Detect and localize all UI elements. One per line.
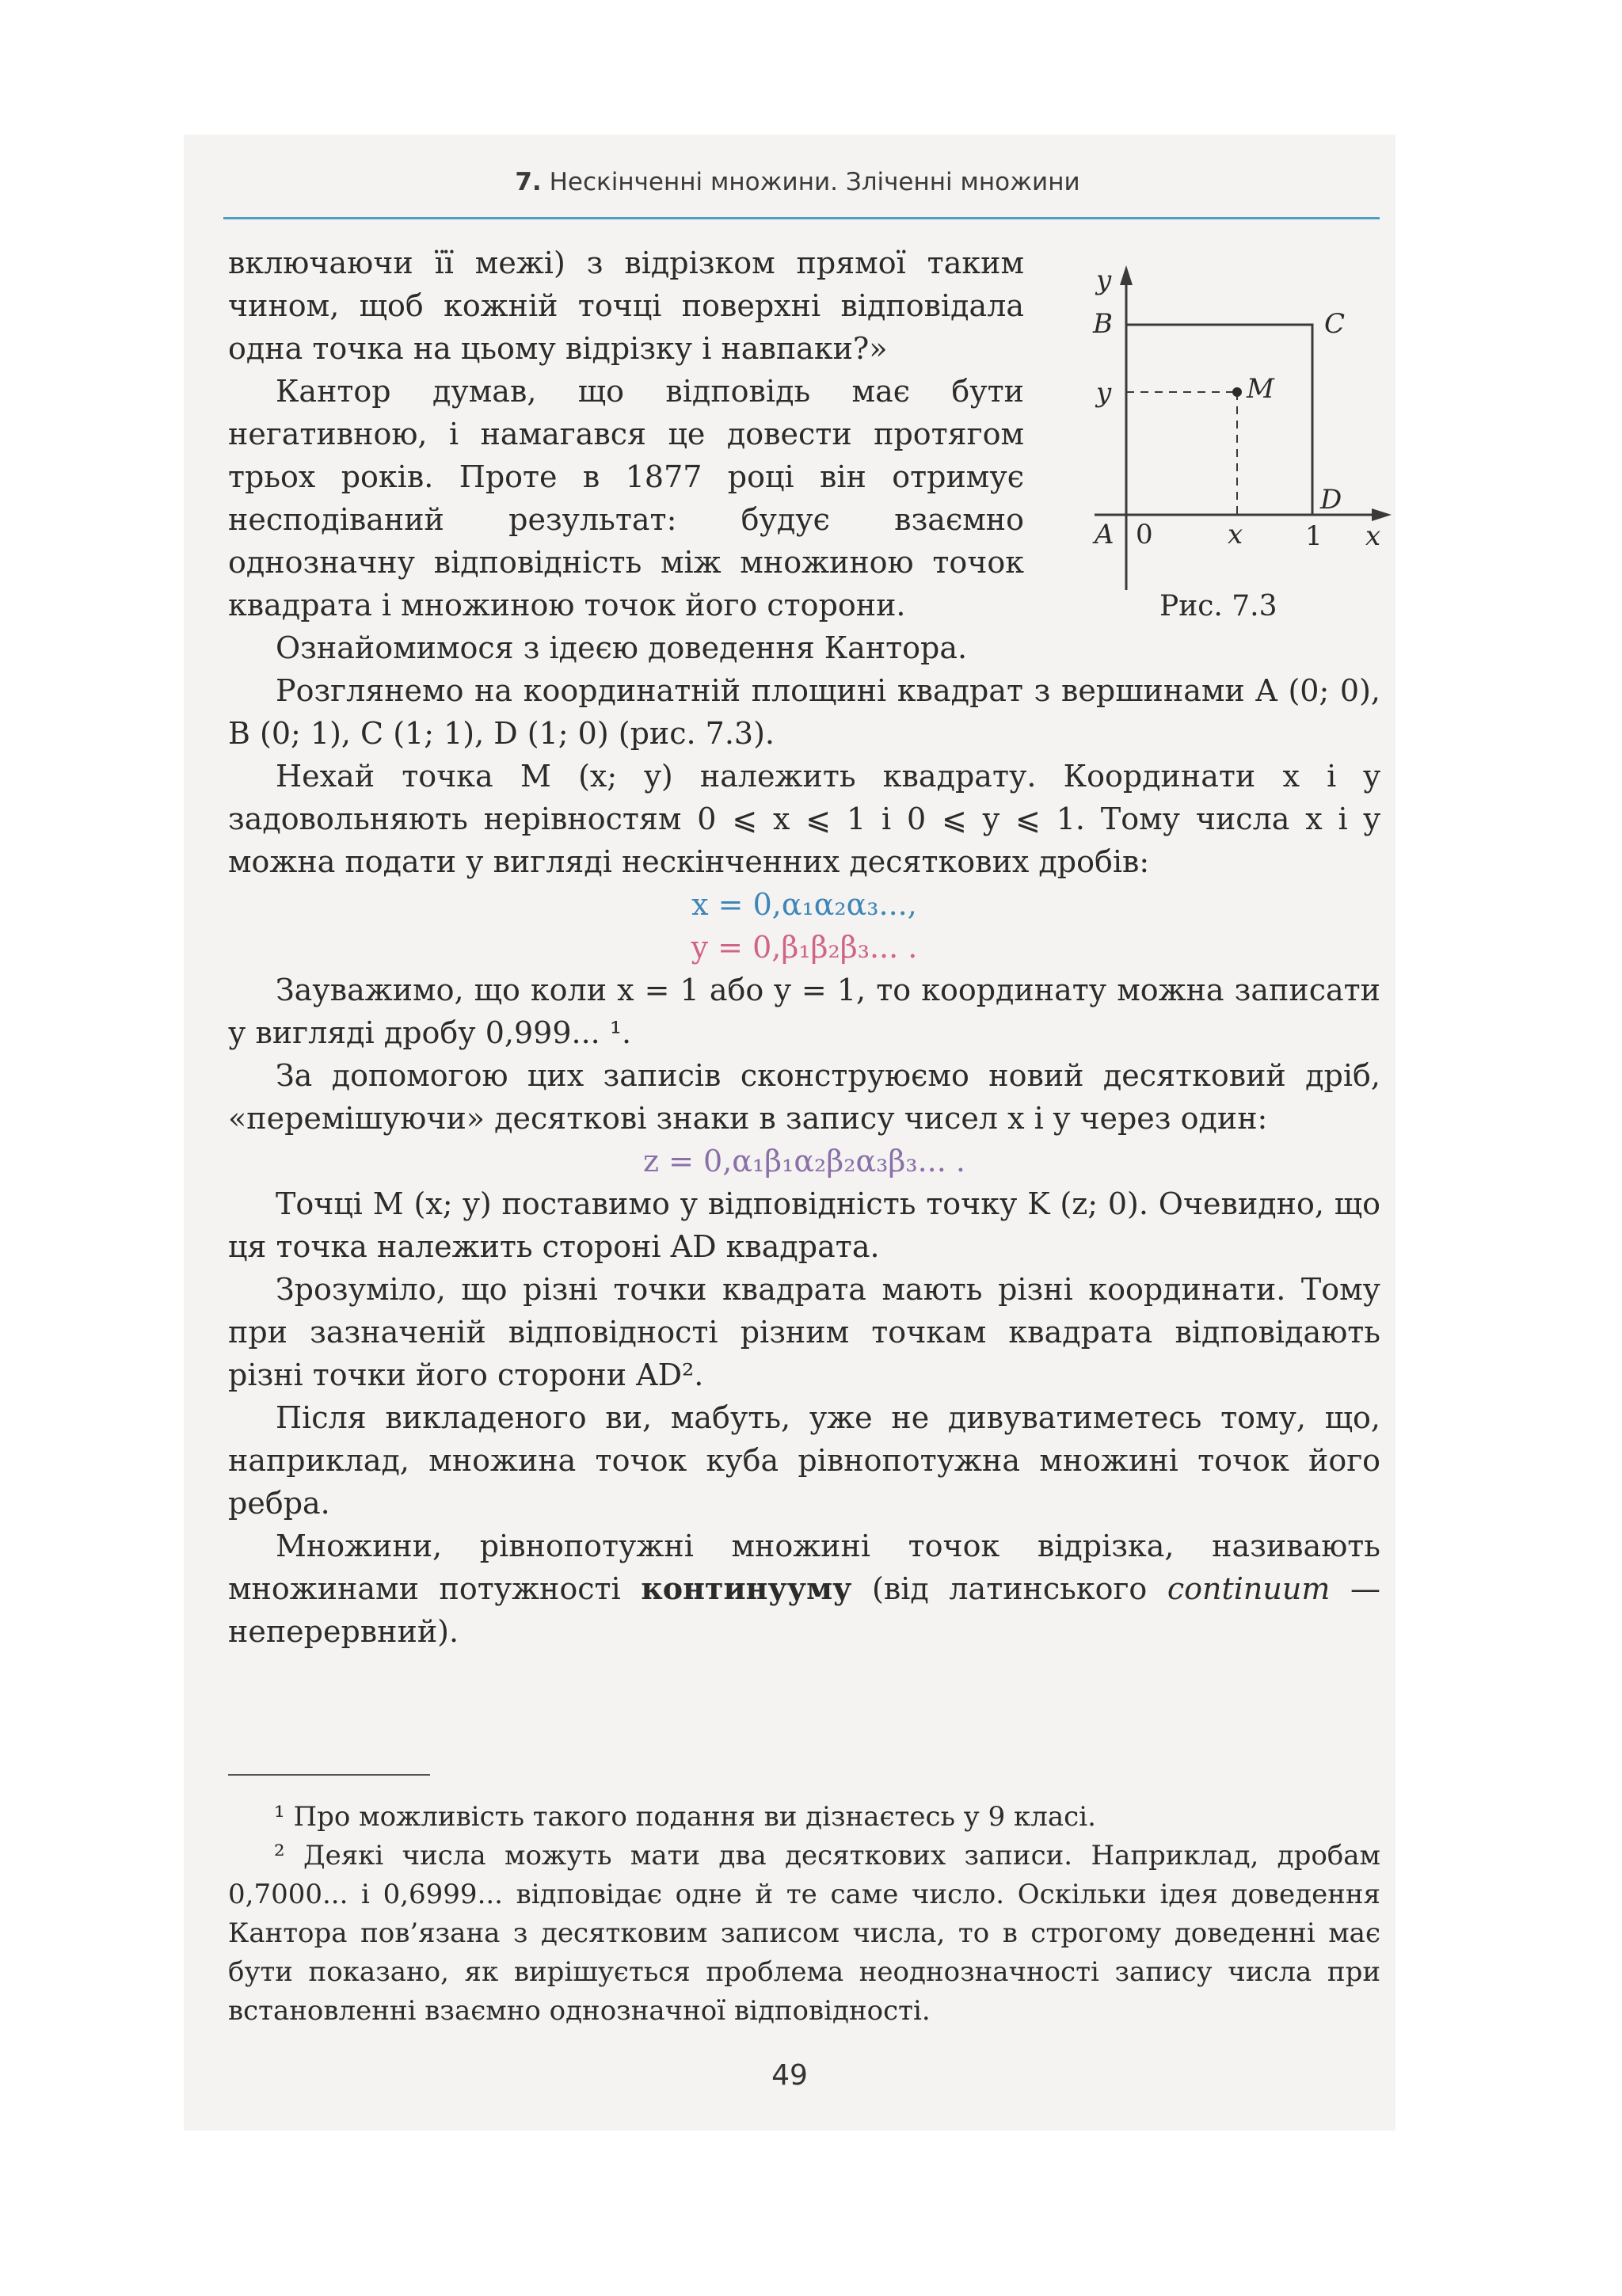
formula-x: x = 0,α₁α₂α₃..., bbox=[691, 887, 917, 922]
paragraph-idea: Ознайомимося з ідеєю доведення Кантора. bbox=[276, 630, 968, 665]
paragraph-point-k: Точці M (x; y) поставимо у відповідність точку K (z; 0). Очевидно, що ця точка належить стороні AD квадрата. bbox=[228, 1186, 1380, 1264]
header-rule bbox=[223, 217, 1380, 219]
chapter-title: Нескінченні множини. Зліченні множини bbox=[549, 168, 1080, 196]
paragraph-square: Розглянемо на координатній площині квадрат з вершинами A (0; 0), B (0; 1), C (1; 1), D (1; 0) (рис. 7.3). bbox=[228, 673, 1380, 751]
formula-y: y = 0,β₁β₂β₃... . bbox=[691, 930, 918, 965]
continuum-text-b: (від латинського bbox=[851, 1571, 1167, 1606]
paragraph-remark: Зауважимо, що коли x = 1 або y = 1, то координату можна записати у вигляді дробу 0,999... ¹. bbox=[228, 973, 1380, 1050]
one-label: 1 bbox=[1305, 520, 1323, 552]
footnotes bbox=[228, 1798, 1380, 2031]
paragraph-continuum bbox=[228, 1525, 1380, 1653]
paragraph-continuation: включаючи її межі) з відрізком прямої таким чином, щоб кожній точці поверхні відповідала одна точка на цьому відрізку і навпаки?» bbox=[228, 246, 1024, 366]
y-axis-arrow bbox=[1120, 265, 1133, 285]
continuum-text-c: — неперервний). bbox=[228, 1571, 1380, 1649]
label-b: B bbox=[1093, 308, 1113, 340]
x-tick-label: x bbox=[1228, 519, 1243, 550]
label-c: C bbox=[1324, 308, 1346, 340]
paragraph-cantor-thought: Кантор думав, що відповідь має бути негативною, і намагався це довести протягом трьох років. Проте в 1877 році він отримує несподіваний результат: будує взаємно однозначну відповідність між множиною точок квадрата і множиною точок його сторони. bbox=[228, 374, 1024, 623]
y-axis-label: y bbox=[1096, 265, 1112, 296]
figure-7-3 bbox=[1039, 246, 1395, 642]
paragraph-point-m: Нехай точка M (x; y) належить квадрату. Координати x і y задовольняють нерівностям 0 ⩽ x ⩽ 1 і 0 ⩽ y ⩽ 1. Тому числа x і y можна подати у вигляді нескінченних десяткових дробів: bbox=[228, 759, 1380, 879]
x-axis-arrow bbox=[1372, 508, 1392, 521]
footnote-2: ² Деякі числа можуть мати два десяткових записи. Наприклад, дробам 0,7000... і 0,6999... відповідає одне й те саме число. Оскільки ідея доведення Кантора пов’язана з десятковим записом числа, то в строгому доведенні має бути показано, як вирішується проблема неоднозначності запису числа при встановленні взаємно однозначної відповідності. bbox=[228, 1840, 1380, 2027]
x-axis-label: x bbox=[1365, 520, 1381, 552]
textbook-page bbox=[184, 135, 1395, 2130]
page-number: 49 bbox=[771, 2059, 808, 2092]
main-text bbox=[228, 669, 1380, 1653]
intro-block bbox=[228, 242, 1024, 669]
chapter-number: 7. bbox=[515, 168, 542, 196]
label-d: D bbox=[1320, 484, 1342, 516]
paragraph-distinct: Зрозуміло, що різні точки квадрата мають різні координати. Тому при зазначеній відповідності різним точкам квадрата відповідають різні точки його сторони AD². bbox=[228, 1272, 1380, 1392]
continuum-text-a: Множини, рівнопотужні множині точок відрізка, називають множинами потужності bbox=[228, 1529, 1380, 1606]
continuum-term: континууму bbox=[641, 1571, 852, 1606]
footnote-1: ¹ Про можливість такого подання ви дізнаєтесь у 9 класі. bbox=[274, 1801, 1096, 1833]
square-abcd bbox=[1126, 325, 1312, 515]
paragraph-construct: За допомогою цих записів сконструюємо новий десятковий дріб, «перемішуючи» десяткові знаки в запису чисел x і y через один: bbox=[228, 1058, 1380, 1136]
origin-label: 0 bbox=[1136, 519, 1153, 550]
paragraph-cube: Після викладеного ви, мабуть, уже не дивуватиметесь тому, що, наприклад, множина точок куба рівнопотужна множині точок його ребра. bbox=[228, 1400, 1380, 1521]
label-a: A bbox=[1095, 519, 1114, 550]
point-m bbox=[1232, 387, 1242, 397]
label-m: M bbox=[1247, 373, 1274, 405]
y-tick-label: y bbox=[1096, 377, 1112, 409]
running-header bbox=[223, 168, 1372, 196]
footnote-rule bbox=[228, 1774, 430, 1776]
formula-z: z = 0,α₁β₁α₂β₂α₃β₃... . bbox=[643, 1144, 965, 1178]
latin-word: continuum bbox=[1167, 1571, 1331, 1606]
figure-caption: Рис. 7.3 bbox=[1159, 590, 1277, 623]
